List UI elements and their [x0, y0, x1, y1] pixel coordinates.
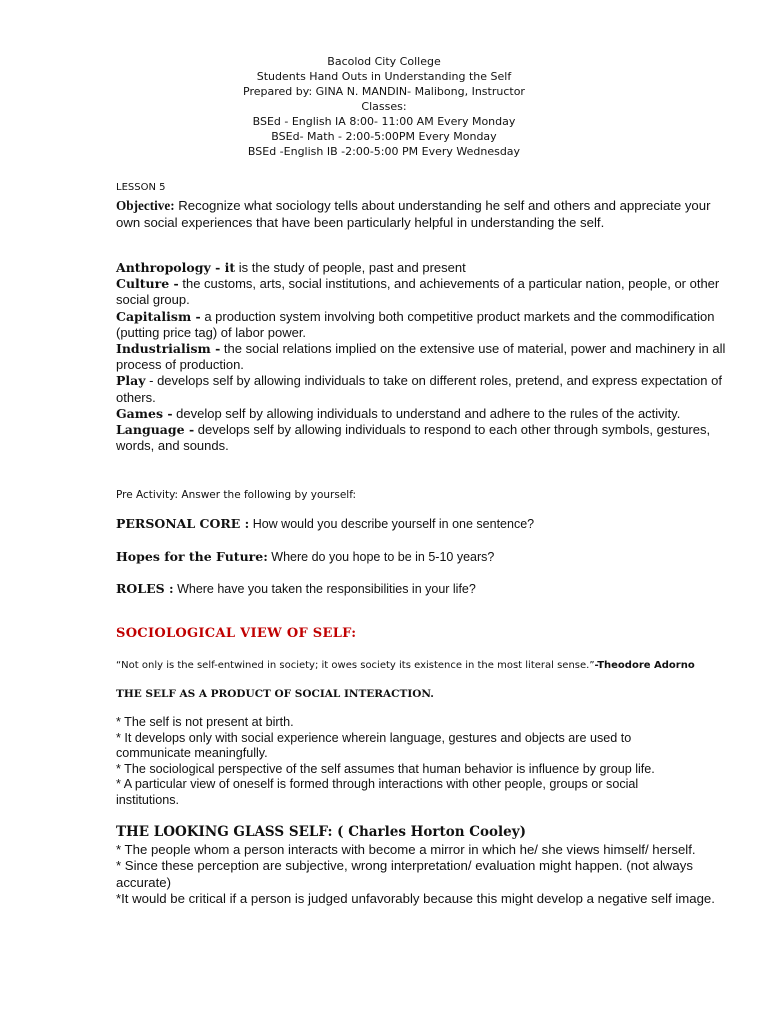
- objective-text: Recognize what sociology tells about understanding he self and others and appreciate your own social experiences that have been particularly helpful in understanding the self.: [116, 198, 711, 230]
- handout-title: Students Hand Outs in Understanding the Self: [256, 70, 512, 83]
- bullet-item: * Since these perception are subjective, wrong interpretation/ evaluation might happen. (not always accurate): [116, 858, 693, 890]
- definitions-list: [116, 260, 726, 454]
- adorno-quote: [116, 660, 695, 671]
- objective: [116, 197, 726, 231]
- section-heading-looking-glass: THE LOOKING GLASS SELF: ( Charles Horton Cooley): [116, 824, 526, 840]
- bullet-item: * The people whom a person interacts with become a mirror in which he/ she views himself/ herself.: [116, 842, 696, 857]
- question-text: Where do you hope to be in 5-10 years?: [267, 550, 495, 564]
- definition-text: the social relations implied on the extensive use of material, power and machinery in all process of production.: [116, 341, 726, 373]
- definition-text: the customs, arts, social institutions, and achievements of a particular nation, people, or other social group.: [116, 276, 720, 308]
- definition-term: Industrialism -: [116, 341, 221, 357]
- social-interaction-bullets: [116, 715, 676, 808]
- definition-item: [116, 373, 726, 405]
- definition-text: is the study of people, past and present: [235, 260, 466, 275]
- definition-item: [116, 276, 726, 308]
- document-header: [0, 54, 768, 159]
- definition-term: Culture -: [116, 276, 179, 292]
- classes-label: Classes:: [361, 100, 407, 113]
- definition-term: Play: [116, 373, 146, 389]
- lesson-label: LESSON 5: [116, 182, 166, 193]
- question-roles: [116, 581, 476, 596]
- definition-text: develop self by allowing individuals to understand and adhere to the rules of the activity.: [172, 405, 681, 421]
- question-text: Where have you taken the responsibilities in your life?: [173, 582, 476, 596]
- section-heading-sociological: SOCIOLOGICAL VIEW OF SELF:: [116, 626, 357, 641]
- looking-glass-bullets: [116, 842, 716, 908]
- bullet-item: * A particular view of oneself is formed through interactions with other people, groups or social institutions.: [116, 777, 639, 807]
- quote-text: “Not only is the self-entwined in society; it owes society its existence in the most literal sense.”: [116, 660, 595, 671]
- question-personal-core: [116, 516, 534, 531]
- definition-item: [116, 341, 726, 373]
- question-text: How would you describe yourself in one sentence?: [249, 517, 535, 531]
- question-label: PERSONAL CORE :: [116, 516, 250, 531]
- college-name: Bacolod City College: [327, 55, 441, 68]
- bullet-item: * The sociological perspective of the self assumes that human behavior is influence by group life.: [116, 761, 655, 776]
- subheading-social-interaction: THE SELF AS A PRODUCT OF SOCIAL INTERACTION.: [116, 688, 434, 700]
- bullet-item: * It develops only with social experience wherein language, gestures and objects are used to communicate meaningfully.: [116, 730, 632, 760]
- quote-author: -Theodore Adorno: [594, 660, 695, 671]
- pre-activity-intro: Pre Activity: Answer the following by yourself:: [116, 489, 357, 501]
- class-schedule-2: BSEd- Math - 2:00-5:00PM Every Monday: [271, 130, 497, 143]
- definition-term: Games -: [116, 405, 173, 421]
- definition-text: a production system involving both competitive product markets and the commodification (putting price tag) of labor power.: [116, 308, 715, 340]
- question-hopes: [116, 549, 494, 564]
- bullet-item: * The self is not present at birth.: [116, 715, 294, 729]
- definition-term: Language -: [116, 422, 195, 438]
- class-schedule-3: BSEd -English IB -2:00-5:00 PM Every Wednesday: [247, 145, 521, 158]
- objective-label: Objective:: [116, 198, 175, 213]
- definition-term: Capitalism -: [116, 308, 201, 324]
- definition-item: [116, 309, 726, 341]
- definition-text: develops self by allowing individuals to respond to each other through symbols, gestures, words, and sounds.: [116, 422, 711, 454]
- definition-item: [116, 406, 726, 422]
- definition-item: [116, 422, 726, 454]
- definition-item: [116, 260, 726, 276]
- class-schedule-1: BSEd - English IA 8:00- 11:00 AM Every Monday: [252, 115, 516, 128]
- question-label: Hopes for the Future:: [116, 549, 268, 564]
- bullet-item: *It would be critical if a person is judged unfavorably because this might develop a negative self image.: [116, 891, 715, 907]
- definition-term: Anthropology - it: [116, 260, 236, 275]
- question-label: ROLES :: [116, 581, 174, 596]
- definition-text: - develops self by allowing individuals to take on different roles, pretend, and express expectation of others.: [116, 373, 722, 405]
- prepared-by: Prepared by: GINA N. MANDIN- Malibong, Instructor: [243, 85, 525, 98]
